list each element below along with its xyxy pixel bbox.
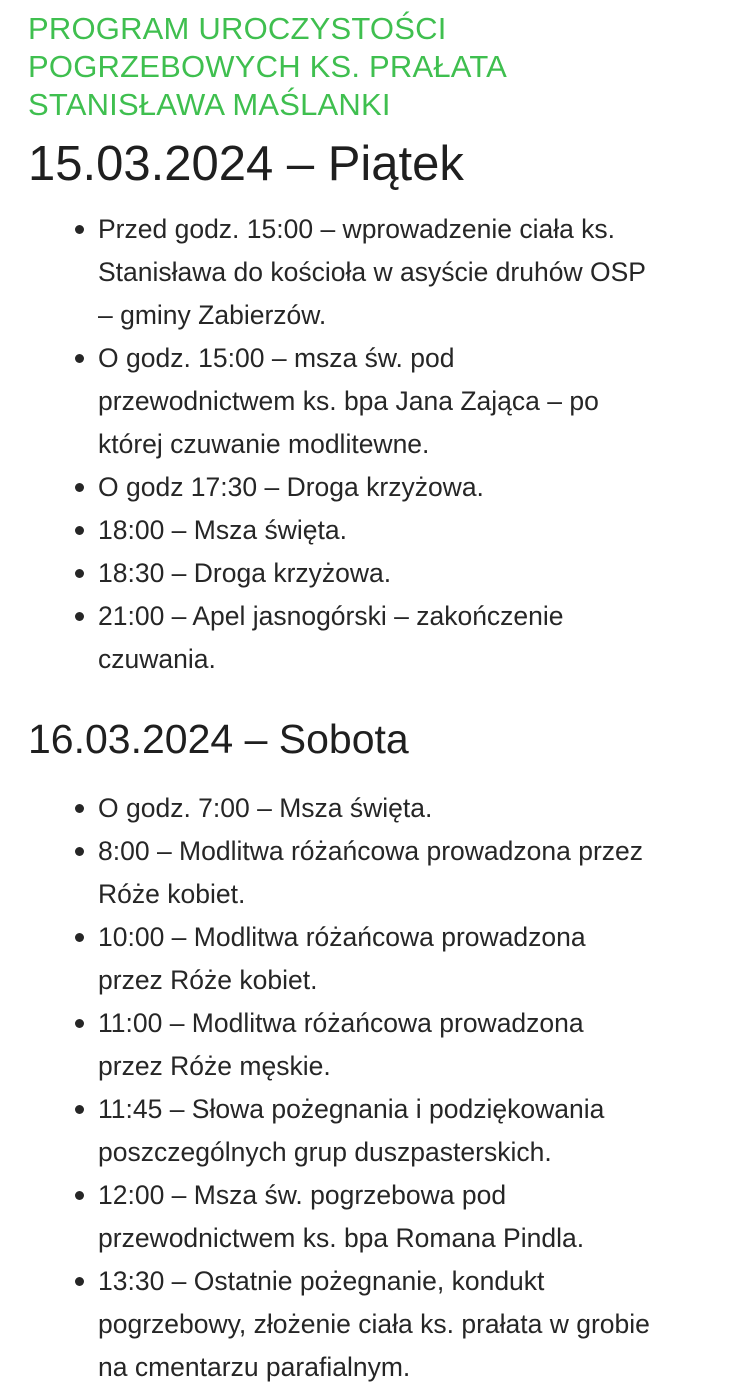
friday-event-list [28, 208, 708, 681]
event-line: 21:00 – Apel jasnogórski – zakończenie [98, 601, 564, 631]
event-item [98, 595, 708, 681]
event-item [98, 830, 708, 916]
event-line: 18:30 – Droga krzyżowa. [98, 558, 392, 588]
event-item [98, 1088, 708, 1174]
event-line: Róże kobiet. [98, 879, 246, 909]
event-line: O godz. 7:00 – Msza święta. [98, 793, 433, 823]
event-item [98, 337, 708, 466]
event-line: – gminy Zabierzów. [98, 300, 327, 330]
event-item [98, 208, 708, 337]
event-line: poszczególnych grup duszpasterskich. [98, 1137, 552, 1167]
event-line: na cmentarzu parafialnym. [98, 1352, 411, 1382]
event-line: Przed godz. 15:00 – wprowadzenie ciała ks. [98, 214, 616, 244]
event-item [98, 1174, 708, 1260]
event-line: pogrzebowy, złożenie ciała ks. prałata w grobie [98, 1309, 650, 1339]
event-line: przewodnictwem ks. bpa Romana Pindla. [98, 1223, 585, 1253]
saturday-event-list [28, 787, 708, 1389]
event-line: 10:00 – Modlitwa różańcowa prowadzona [98, 922, 586, 952]
event-line: czuwania. [98, 644, 216, 674]
event-item [98, 787, 708, 830]
event-line: Stanisława do kościoła w asyście druhów OSP [98, 257, 646, 287]
event-item [98, 466, 708, 509]
event-line: 13:30 – Ostatnie pożegnanie, kondukt [98, 1266, 545, 1296]
event-line: przez Róże męskie. [98, 1051, 331, 1081]
event-item [98, 1002, 708, 1088]
day-heading-friday: 15.03.2024 – Piątek [28, 137, 464, 191]
event-line: 11:00 – Modlitwa różańcowa prowadzona [98, 1008, 584, 1038]
program-title-line: PROGRAM UROCZYSTOŚCI [28, 11, 447, 46]
event-line: 12:00 – Msza św. pogrzebowa pod [98, 1180, 507, 1210]
program-title-line: STANISŁAWA MAŚLANKI [28, 87, 391, 122]
day-heading-saturday: 16.03.2024 – Sobota [28, 716, 409, 762]
event-item [98, 509, 708, 552]
event-line: 8:00 – Modlitwa różańcowa prowadzona przez [98, 836, 644, 866]
event-item [98, 1260, 708, 1389]
event-line: 11:45 – Słowa pożegnania i podziękowania [98, 1094, 605, 1124]
event-line: O godz 17:30 – Droga krzyżowa. [98, 472, 484, 502]
event-item [98, 552, 708, 595]
event-line: 18:00 – Msza święta. [98, 515, 347, 545]
program-title [28, 10, 708, 124]
event-item [98, 916, 708, 1002]
event-line: której czuwanie modlitewne. [98, 429, 430, 459]
event-line: przewodnictwem ks. bpa Jana Zająca – po [98, 386, 599, 416]
program-title-line: POGRZEBOWYCH KS. PRAŁATA [28, 49, 508, 84]
event-line: O godz. 15:00 – msza św. pod [98, 343, 455, 373]
event-line: przez Róże kobiet. [98, 965, 318, 995]
